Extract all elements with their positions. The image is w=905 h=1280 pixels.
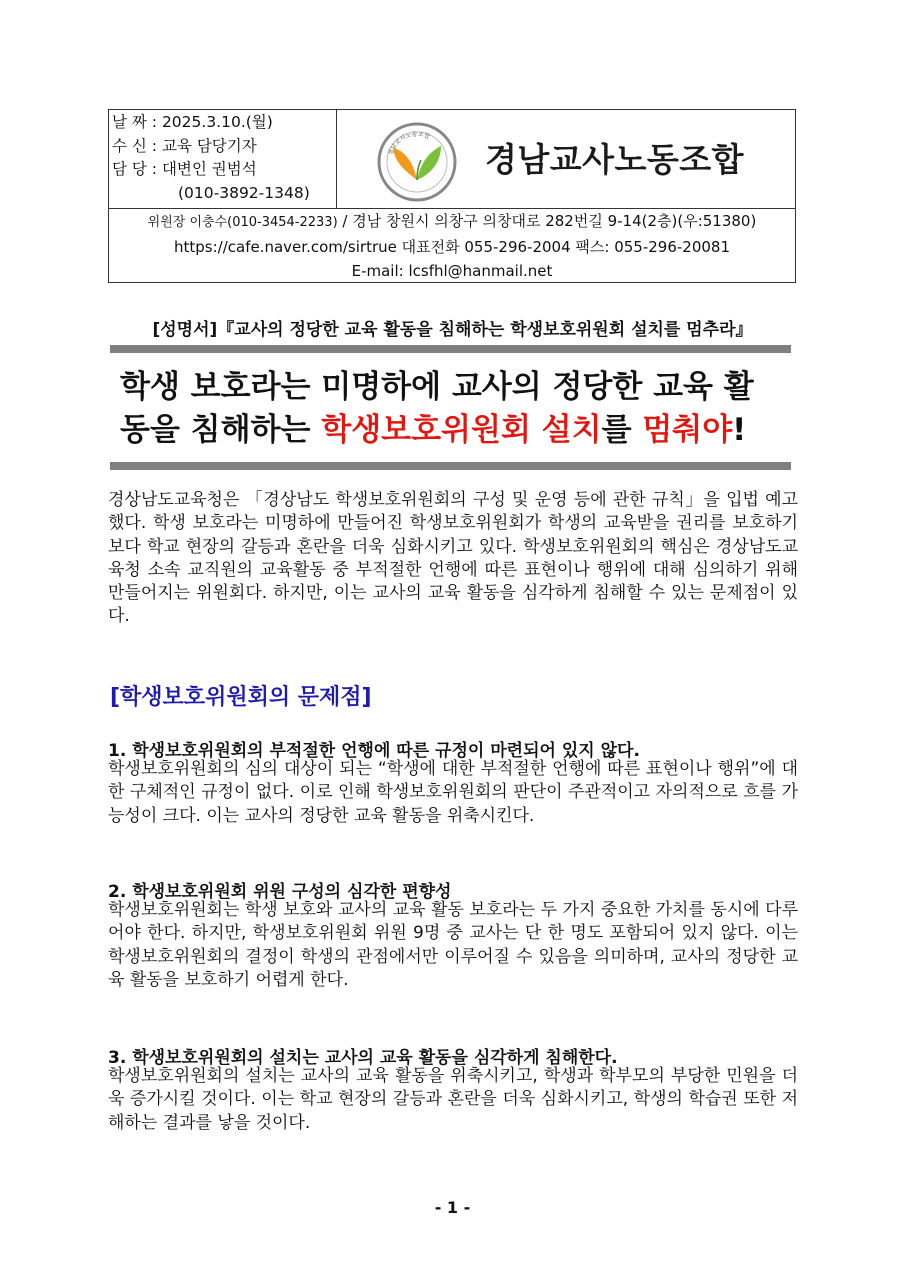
press-release-header xyxy=(108,109,796,283)
headline-line-2 xyxy=(120,409,790,452)
email-line: E-mail: lcsfhl@hanmail.net xyxy=(351,262,553,280)
address-line: / 경남 창원시 의창구 의창대로 282번길 9-14(2층)(우:51380) xyxy=(337,212,757,230)
item-3-body: 학생보호위원회의 설치는 교사의 교육 활동을 위축시키고, 학생과 학부모의 부당한 민원을 더욱 증가시킬 것이다. 이는 학교 현장의 갈등과 혼란을 더욱 심화시키고, 학생의 학습권 또한 저해하는 결과를 낳을 것이다. xyxy=(108,1066,798,1133)
release-date: 날 짜 : 2025.3.10.(월) xyxy=(112,113,273,131)
header-contact-row xyxy=(109,209,795,283)
headline-highlight-stop: 멈춰야 xyxy=(642,412,733,448)
release-contact-phone: (010-3892-1348) xyxy=(178,183,310,202)
chair-line: 위원장 이충수(010-3454-2233) xyxy=(147,215,338,230)
release-recipient: 수 신 : 교육 담당기자 xyxy=(112,136,257,155)
headline-line-1: 학생 보호라는 미명하에 교사의 정당한 교육 활 xyxy=(120,369,754,405)
chair-and-address xyxy=(109,209,795,235)
headline-highlight-committee: 학생보호위원회 설치 xyxy=(321,412,602,448)
intro-paragraph: 경상남도교육청은 「경상남도 학생보호위원회의 구성 및 운영 등에 관한 규칙」을 입법 예고했다. 학생 보호라는 미명하에 만들어진 학생보호위원회가 학생의 교육받을 권리를 보호하기보다 학교 현장의 갈등과 혼란을 더욱 심화시키고 있다. 학생보호위원회의 핵심은 경상남도교육청 소속 교직원의 교육활동 중 부적절한 언행에 따른 표현이나 행위에 대해 심의하기 위해 만들어지는 위원회다. 하지만, 이는 교사의 교육 활동을 심각하게 침해할 수 있는 문제점이 있다. xyxy=(108,490,798,627)
headline-mid: 를 xyxy=(601,412,643,448)
headline-prefix: 동을 침해하는 xyxy=(120,412,322,448)
headline-suffix: ! xyxy=(732,412,747,448)
divider-bar-top xyxy=(110,345,791,353)
statement-title: [성명서]『교사의 정당한 교육 활동을 침해하는 학생보호위원회 설치를 멈추라』 xyxy=(152,320,753,340)
item-3-heading: 3. 학생보호위원회의 설치는 교사의 교육 활동을 심각하게 침해한다. xyxy=(108,1048,618,1068)
header-top-row xyxy=(109,110,795,209)
organization-name: 경남교사노동조합 xyxy=(485,140,745,179)
item-1-body: 학생보호위원회의 심의 대상이 되는 “학생에 대한 부적절한 언행에 따른 표현이나 행위”에 대한 구체적인 규정이 없다. 이로 인해 학생보호위원회의 판단이 주관적이고 자의적으로 흐를 가능성이 크다. 이는 교사의 정당한 교육 활동을 위축시킨다. xyxy=(108,759,798,826)
headline xyxy=(120,366,790,452)
release-contact: 담 당 : 대변인 권범석 xyxy=(112,160,257,178)
logo-lettering: 경남교사노동조합 xyxy=(386,130,431,157)
organization-banner xyxy=(337,110,795,208)
union-logo-icon xyxy=(377,122,457,202)
section-title: [학생보호위원회의 문제점] xyxy=(110,685,372,710)
item-2-heading: 2. 학생보호위원회 위원 구성의 심각한 편향성 xyxy=(108,882,452,902)
release-info xyxy=(109,110,337,208)
web-phone-fax: https://cafe.naver.com/sirtrue 대표전화 055-296-2004 팩스: 055-296-20081 xyxy=(174,238,730,256)
page-number: - 1 - xyxy=(434,1198,471,1217)
item-1-heading: 1. 학생보호위원회의 부적절한 언행에 따른 규정이 마련되어 있지 않다. xyxy=(108,741,640,761)
item-2-body: 학생보호위원회는 학생 보호와 교사의 교육 활동 보호라는 두 가지 중요한 가치를 동시에 다루어야 한다. 하지만, 학생보호위원회 위원 9명 중 교사는 단 한 명도 포함되어 있지 않다. 이는 학생보호위원회의 결정이 학생의 관점에서만 이루어질 수 있음을 의미하며, 교사의 정당한 교육 활동을 보호하기 어렵게 한다. xyxy=(108,900,798,990)
divider-bar-bottom xyxy=(110,462,791,470)
